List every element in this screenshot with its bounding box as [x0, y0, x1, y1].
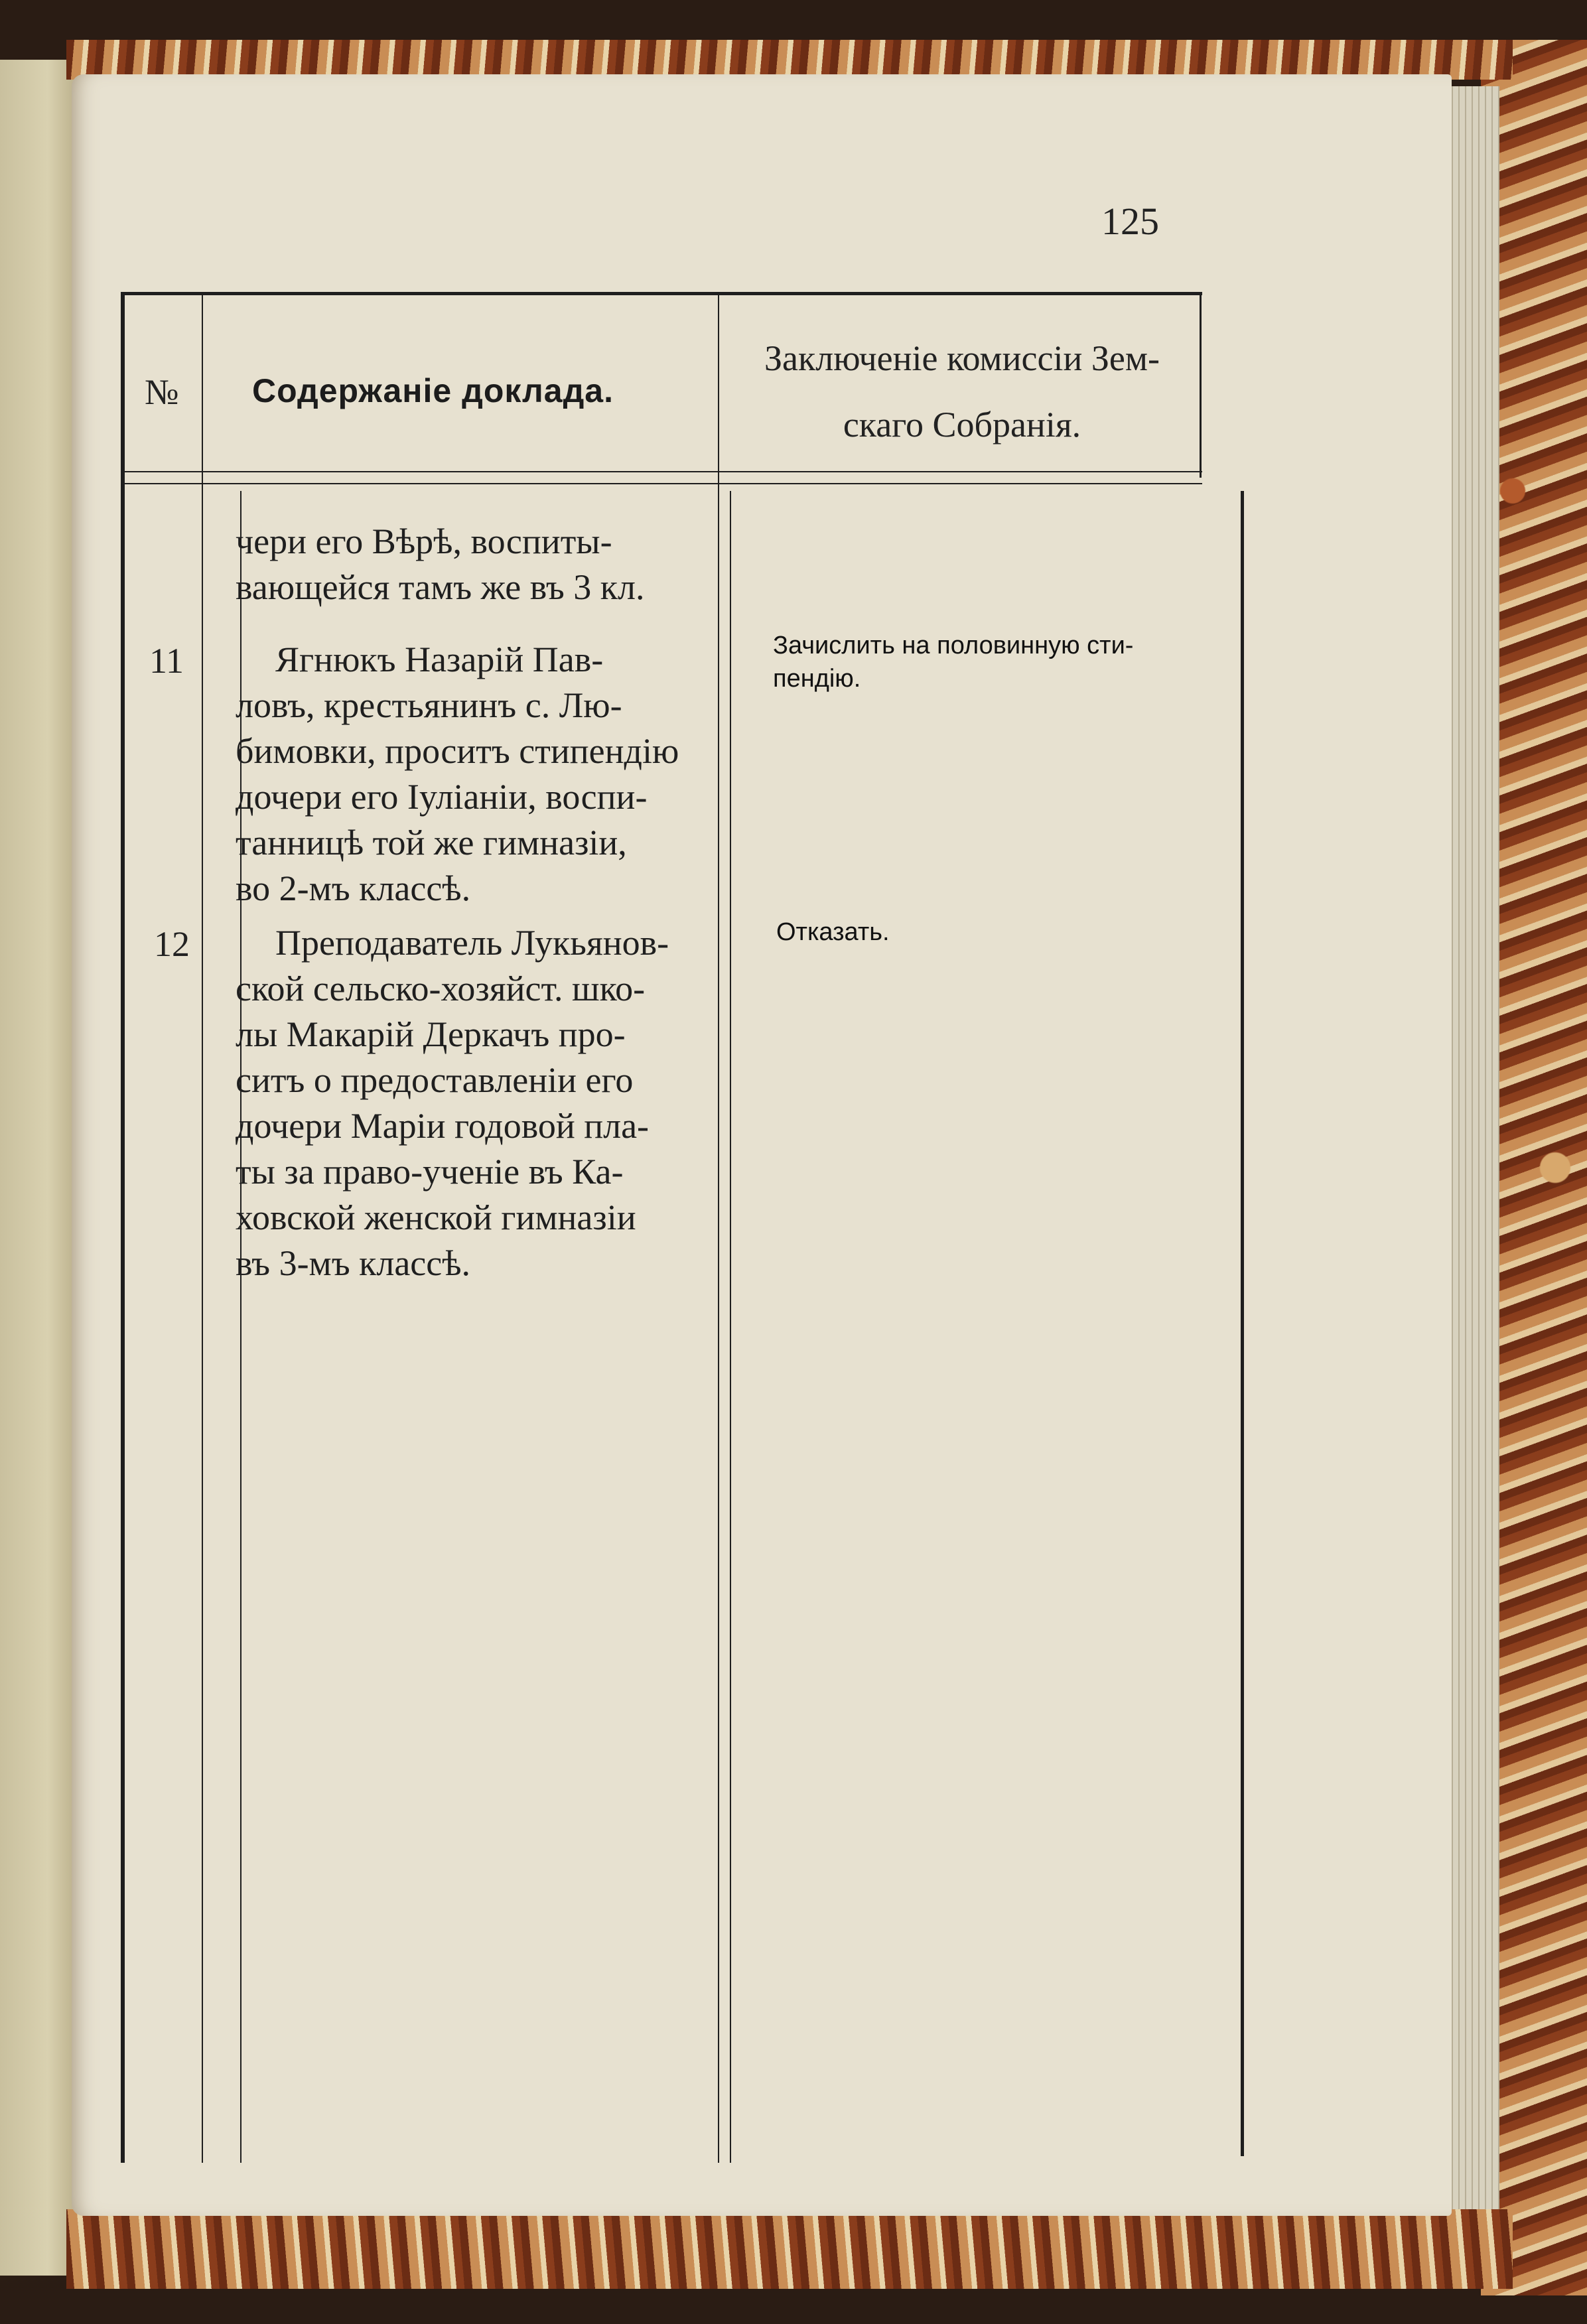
row-12-line: ской сельско-хозяйст. шко-	[236, 969, 646, 1008]
row-12-line: ты за право-ученіе въ Ка-	[236, 1152, 624, 1192]
continuation-line: вающейся тамъ же въ 3 кл.	[236, 567, 645, 607]
row-11-line: ловъ, крестьянинъ с. Лю-	[236, 685, 622, 725]
bottom-binding-edge	[66, 2209, 1513, 2289]
row-12-content	[236, 920, 669, 1286]
header-rule-2	[121, 483, 1202, 484]
header-rule-1	[121, 471, 1202, 472]
row-12-line: лы Макарій Деркачъ про-	[236, 1014, 626, 1054]
row-11-conclusion-line: Зачислить на половинную сти-	[773, 632, 1134, 659]
header-conclusion-line-2: скаго Собранія.	[843, 405, 1081, 444]
row-11-conclusion	[773, 629, 1133, 695]
table-right-border	[1200, 292, 1202, 478]
row-12-line: дочери Маріи годовой пла-	[236, 1106, 650, 1146]
row-11-line: Ягнюкъ Назарій Пав-	[275, 640, 604, 679]
header-number-column: №	[145, 372, 179, 412]
continuation-text	[236, 519, 645, 610]
row-number-11: 11	[149, 641, 184, 681]
row-11-conclusion-line: пендію.	[773, 665, 861, 693]
row-12-line: въ 3-мъ классѣ.	[236, 1243, 471, 1283]
page-number: 125	[1101, 200, 1159, 243]
row-12-line: ситъ о предоставленіи его	[236, 1060, 634, 1100]
row-11-line: дочери его Іуліаніи, воспи-	[236, 777, 648, 817]
row-12-conclusion-line: Отказать.	[776, 918, 890, 946]
row-11-line: во 2-мъ классѣ.	[236, 868, 471, 908]
header-content-column: Содержаніе доклада.	[252, 372, 614, 409]
row-12-line: Преподаватель Лукьянов-	[275, 923, 669, 963]
header-conclusion-column	[730, 325, 1194, 458]
number-column-divider	[202, 292, 203, 2163]
table-right-border-lower	[1241, 491, 1244, 2156]
row-12-conclusion	[776, 916, 890, 949]
row-11-content	[236, 637, 679, 912]
table-left-border	[121, 292, 125, 2163]
row-11-line: бимовки, проситъ стипендію	[236, 731, 679, 771]
row-11-line: танницѣ той же гимназіи,	[236, 823, 627, 862]
table-top-rule	[121, 292, 1202, 295]
top-binding-edge	[66, 40, 1513, 80]
row-12-line: ховской женской гимназіи	[236, 1197, 636, 1237]
content-column-divider-2	[730, 491, 731, 2163]
header-conclusion-line-1: Заключеніе комиссіи Зем-	[764, 338, 1160, 378]
row-number-12: 12	[154, 924, 190, 964]
content-column-divider	[718, 292, 719, 2163]
continuation-line: чери его Вѣрѣ, воспиты-	[236, 521, 612, 561]
